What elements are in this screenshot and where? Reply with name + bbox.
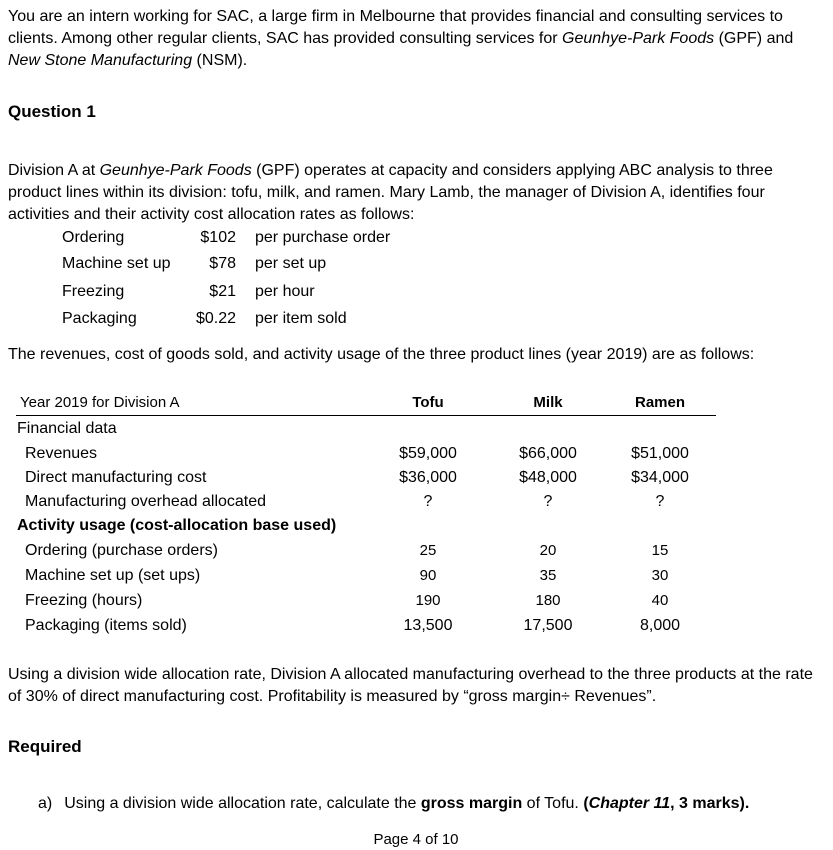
row-label: Freezing (hours) [25, 592, 143, 609]
row-label: Packaging (items sold) [25, 617, 187, 634]
row-label: Manufacturing overhead allocated [25, 493, 267, 510]
cell-milk: ? [543, 493, 553, 510]
cell-ramen: 15 [651, 542, 669, 559]
cell-ramen: 8,000 [639, 617, 681, 634]
table-header-rule [16, 415, 716, 416]
activity-heading: Activity usage (cost-allocation base used) [17, 517, 337, 534]
required-heading: Required [8, 737, 82, 756]
table-header-label: Year 2019 for Division A [20, 394, 180, 411]
company-gpf: Geunhye-Park Foods [562, 30, 715, 47]
column-header-milk: Milk [533, 394, 563, 411]
cell-ramen: $51,000 [631, 445, 689, 462]
rate-unit: per purchase order [255, 229, 391, 246]
row-label: Machine set up (set ups) [25, 567, 201, 584]
cell-tofu: ? [423, 493, 433, 510]
cell-tofu: $59,000 [399, 445, 457, 462]
financial-heading: Financial data [17, 420, 117, 437]
cell-ramen: $34,000 [631, 469, 689, 486]
company-nsm: New Stone Manufacturing [8, 52, 193, 69]
page-number: Page 4 of 10 [373, 831, 459, 848]
cell-milk: 17,500 [523, 617, 573, 634]
column-header-ramen: Ramen [634, 394, 686, 411]
cell-tofu: 190 [415, 592, 441, 609]
rate-value: $102 [200, 229, 236, 246]
row-label: Direct manufacturing cost [25, 469, 207, 486]
rate-value: $0.22 [195, 310, 236, 327]
rate-unit: per set up [255, 255, 327, 272]
cell-tofu: 13,500 [403, 617, 453, 634]
column-header-tofu: Tofu [412, 394, 444, 411]
row-label: Ordering (purchase orders) [25, 542, 218, 559]
cell-ramen: 40 [651, 592, 669, 609]
cell-milk: 180 [535, 592, 561, 609]
row-label: Revenues [25, 445, 98, 462]
cell-tofu: 90 [419, 567, 437, 584]
rate-activity: Freezing [62, 283, 125, 300]
rate-activity: Machine set up [62, 255, 171, 272]
cell-tofu: 25 [419, 542, 437, 559]
rate-unit: per item sold [255, 310, 347, 327]
cell-milk: 20 [539, 542, 557, 559]
cell-milk: $48,000 [519, 469, 577, 486]
cell-milk: 35 [539, 567, 557, 584]
cell-ramen: 30 [651, 567, 669, 584]
cell-milk: $66,000 [519, 445, 577, 462]
intro-paragraph: You are an intern working for SAC, a large firm in Melbourne that provides financial and consulting services to clients. Among other regular clients, SAC has provided consulting services for Geunhye-Park Foods (GPF) and New Stone Manufacturing (NSM). [8, 8, 794, 69]
rate-unit: per hour [255, 283, 315, 300]
rate-activity: Ordering [62, 229, 125, 246]
cell-ramen: ? [655, 493, 665, 510]
allocation-paragraph: Using a division wide allocation rate, Division A allocated manufacturing overhead to the three products at the rate of 30% of direct manufacturing cost. Profitability is measured by “gross margin÷ Revenues”. [8, 666, 813, 705]
division-paragraph: Division A at Geunhye-Park Foods (GPF) operates at capacity and considers applying ABC analysis to three product lines within its division: tofu, milk, and ramen. Mary Lamb, the manager of Division A, identifies four activities and their activity cost allocation rates as follows: [8, 162, 773, 223]
task-a: a) Using a division wide allocation rate, calculate the gross margin of Tofu. (Chapter 11, 3 marks). [38, 795, 750, 812]
rate-activity: Packaging [62, 310, 137, 327]
rate-value: $21 [209, 283, 236, 300]
question-heading: Question 1 [8, 102, 96, 121]
table-intro-text: The revenues, cost of goods sold, and activity usage of the three product lines (year 2019) are as follows: [8, 346, 755, 363]
rate-value: $78 [209, 255, 236, 272]
task-marker: a) [38, 795, 53, 812]
cell-tofu: $36,000 [399, 469, 457, 486]
